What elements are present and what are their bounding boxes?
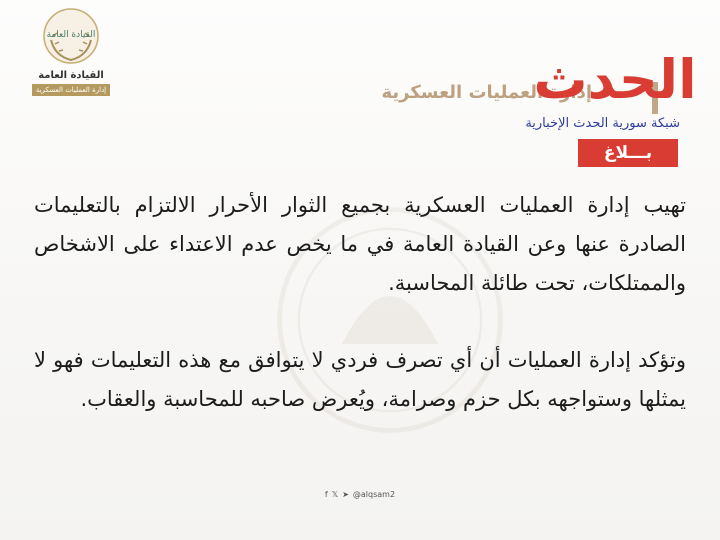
header-title: إدارة العمليات العسكرية xyxy=(381,82,592,103)
laurel-emblem-icon xyxy=(41,6,101,66)
announcement-body xyxy=(34,186,686,419)
brand-name: الحدث xyxy=(533,48,697,111)
social-handle: @alqsam2 xyxy=(352,490,396,499)
social-footer xyxy=(290,490,430,499)
brand-tagline: شبكة سورية الحدث الإخبارية xyxy=(525,116,680,131)
x-icon: 𝕏 xyxy=(331,490,339,499)
announcement-paragraph-2: وتؤكد إدارة العمليات أن أي تصرف فردي لا يتوافق مع هذه التعليمات فهو لا يمثلها وستواجهه بكل حزم وصرامة، ويُعرض صاحبه للمحاسبة والعقاب. xyxy=(34,348,686,411)
announcement-badge: بـــلاغ xyxy=(578,139,678,167)
logo-subtitle: إدارة العمليات العسكرية xyxy=(32,84,110,96)
general-command-logo xyxy=(28,6,114,110)
logo-title: القيادة العامة xyxy=(38,70,104,81)
telegram-icon: ➤ xyxy=(342,490,349,499)
alhadath-brand-logo xyxy=(533,40,697,120)
announcement-paragraph-1: تهيب إدارة العمليات العسكرية بجميع الثوار الأحرار الالتزام بالتعليمات الصادرة عنها وعن القيادة العامة في ما يخص عدم الاعتداء على الاشخاص والممتلكات، تحت طائلة المحاسبة. xyxy=(34,193,686,295)
emblem-text: القيادة العامة xyxy=(46,30,96,40)
facebook-icon: f xyxy=(324,490,328,499)
